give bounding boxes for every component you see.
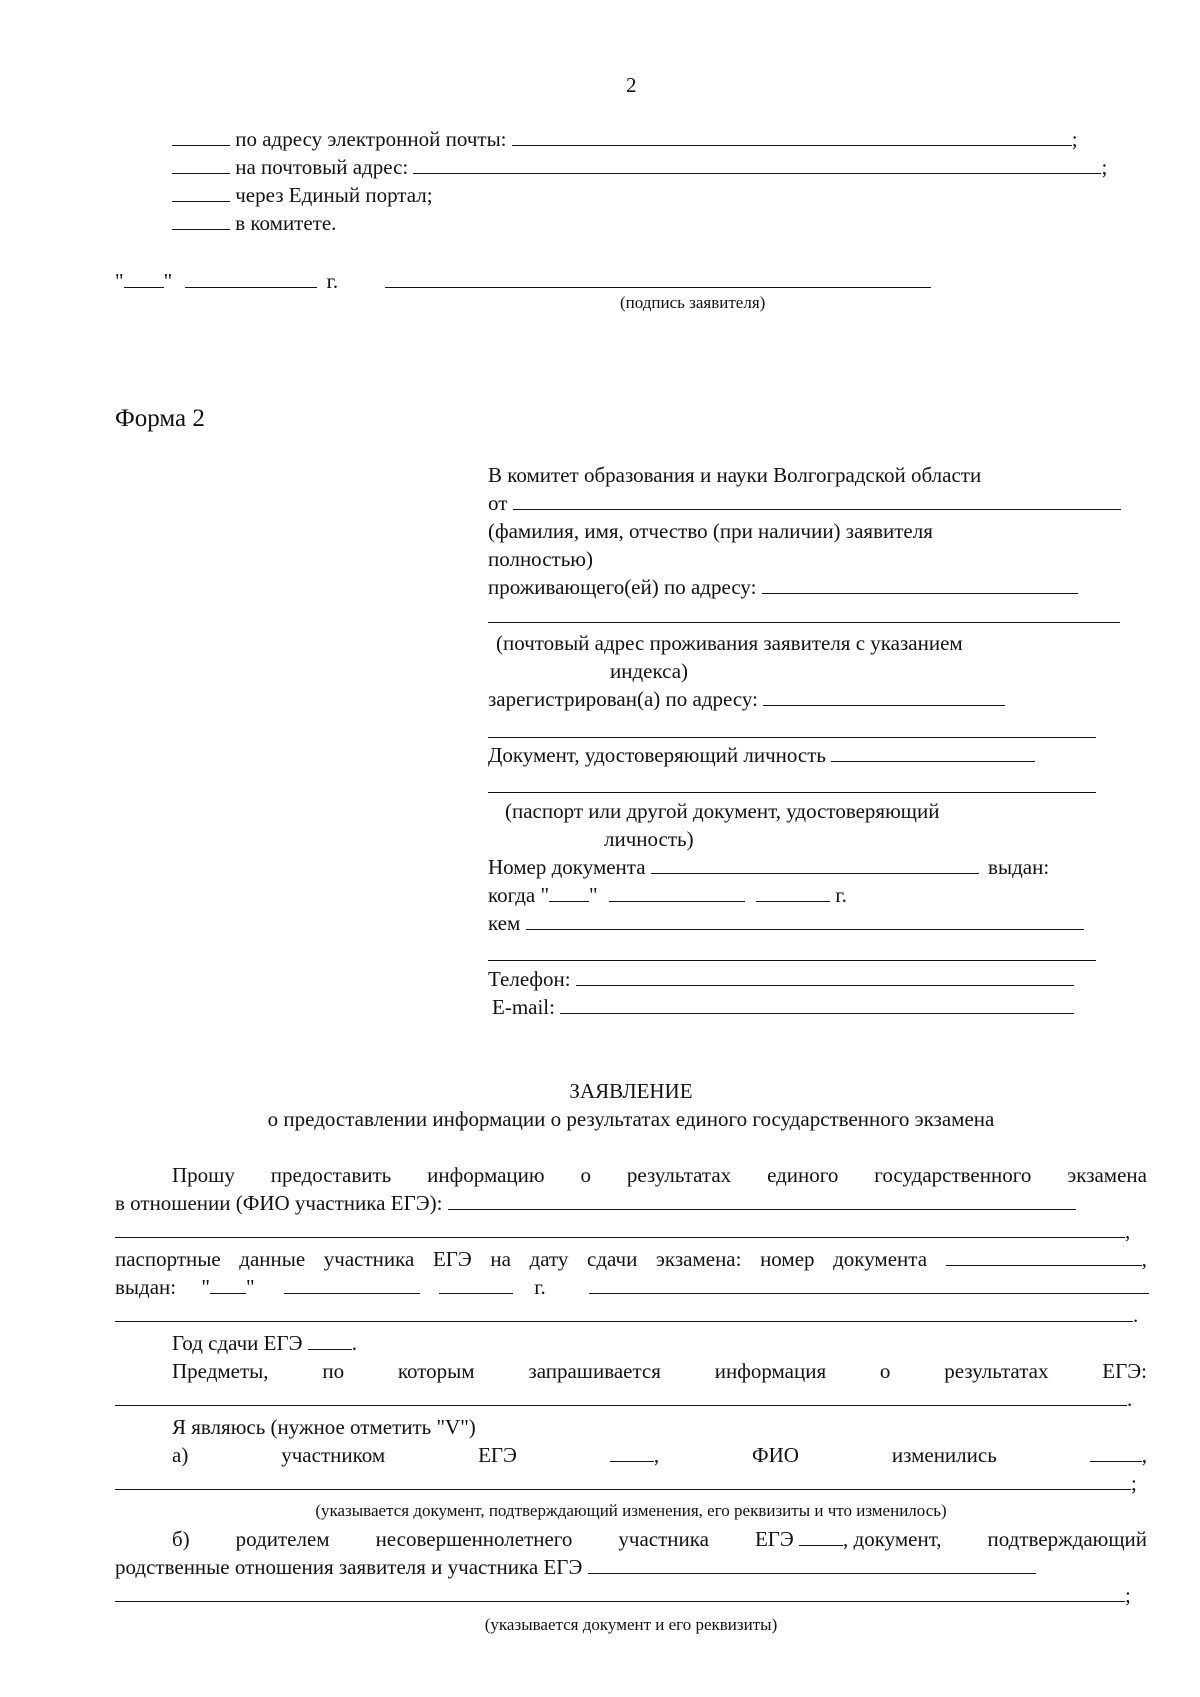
checkbox-blank[interactable] [172, 156, 230, 174]
exam-year-row: Год сдачи ЕГЭ . [172, 1331, 357, 1355]
option-b-line: б) родителем несовершеннолетнего участника ЕГЭ , документ, подтверждающий [172, 1527, 1147, 1551]
passport-caption: (паспорт или другой документ, удостоверяющий [505, 799, 940, 823]
form-title: Форма 2 [115, 405, 205, 432]
addressee-from-row: от [488, 490, 1121, 516]
relation-document-field-line2[interactable] [115, 1584, 1125, 1602]
doc-number-field[interactable] [651, 856, 979, 874]
option-a-line: а) участником ЕГЭ , ФИО изменились , [172, 1443, 1147, 1467]
participant-doc-number-field[interactable] [946, 1248, 1142, 1266]
addressee-to: В комитет образования и науки Волгоградской области [488, 463, 982, 487]
phone-field[interactable] [576, 968, 1074, 986]
participant-fio-field-line2[interactable] [115, 1220, 1125, 1238]
notify-method-committee [172, 210, 336, 236]
relation-document-field[interactable] [588, 1556, 1036, 1574]
changes-caption: (указывается документ, подтверждающий изменения, его реквизиты и что изменилось) [315, 1501, 947, 1520]
participant-fio-field[interactable] [448, 1192, 1076, 1210]
from-field[interactable] [513, 492, 1121, 510]
doc-number-row: Номер документа выдан: [488, 855, 1050, 879]
notify-method-label: в комитете. [235, 211, 337, 235]
id-document-field-line2[interactable] [488, 792, 1096, 793]
fio-caption-cont: полностью) [488, 547, 593, 571]
participant-issued-month-field[interactable] [284, 1276, 420, 1294]
issued-by-field-line2[interactable] [488, 960, 1096, 961]
issued-year-field[interactable] [756, 884, 830, 902]
participant-issued-line2: . [115, 1302, 1138, 1328]
registered-address-field[interactable] [763, 688, 1005, 706]
notify-method-postal: на почтовый адрес: ; [172, 154, 1107, 180]
date-month-field[interactable] [185, 270, 317, 288]
regarding-row: в отношении (ФИО участника ЕГЭ): [115, 1190, 1076, 1216]
participant-issued-by-field[interactable] [589, 1276, 1149, 1294]
subjects-line: Предметы, по которым запрашивается информация о результатах ЕГЭ: [172, 1359, 1147, 1383]
notify-method-portal [172, 182, 433, 208]
statement-title: ЗАЯВЛЕНИЕ [569, 1079, 693, 1103]
id-document-field[interactable] [831, 744, 1035, 762]
notify-method-email: по адресу электронной почты: ; [172, 126, 1078, 152]
request-line: Прошу предоставить информацию о результатах единого государственного экзамена [172, 1163, 1147, 1187]
option-a-line2: ; [115, 1470, 1137, 1496]
checkbox-blank[interactable] [172, 212, 230, 230]
postal-caption: (почтовый адрес проживания заявителя с указанием [496, 631, 963, 655]
id-document-row: Документ, удостоверяющий личность [488, 742, 1035, 768]
fio-changed-mark-field[interactable] [1090, 1444, 1142, 1462]
participant-fio-line2: , [115, 1218, 1130, 1244]
passport-line: паспортные данные участника ЕГЭ на дату сдачи экзамена: номер документа , [115, 1247, 1147, 1271]
email-row: E-mail: [492, 994, 1074, 1020]
email-field[interactable] [512, 128, 1072, 146]
relation-row: родственные отношения заявителя и участника ЕГЭ [115, 1554, 1036, 1580]
doc-caption: (указывается документ и его реквизиты) [484, 1615, 778, 1634]
change-document-field[interactable] [115, 1472, 1131, 1490]
subjects-line2: . [115, 1386, 1132, 1412]
issued-by-field[interactable] [526, 912, 1084, 930]
page-number: 2 [626, 73, 637, 97]
subjects-field[interactable] [115, 1388, 1127, 1406]
registered-row: зарегистрирован(а) по адресу: [488, 686, 1005, 712]
checkbox-blank[interactable] [172, 184, 230, 202]
participant-issued-by-field-line2[interactable] [115, 1304, 1133, 1322]
notify-method-label: по адресу электронной почты: [235, 127, 507, 151]
registered-address-field-line2[interactable] [488, 737, 1096, 738]
email-field[interactable] [560, 996, 1074, 1014]
issued-by-row: кем [488, 910, 1084, 936]
exam-year-field[interactable] [308, 1332, 352, 1350]
postal-caption-cont: индекса) [610, 659, 689, 683]
date-day-field[interactable] [124, 270, 164, 288]
date-line: " " г. [115, 269, 339, 293]
relation-line2: ; [115, 1582, 1131, 1608]
phone-row: Телефон: [488, 966, 1074, 992]
participant-issued-day-field[interactable] [210, 1276, 246, 1294]
issued-day-field[interactable] [549, 884, 589, 902]
statement-subtitle: о предоставлении информации о результатах единого государственного экзамена [267, 1107, 995, 1131]
signature-caption: (подпись заявителя) [620, 293, 766, 312]
residing-address-field-line2[interactable] [488, 622, 1120, 623]
option-b-mark-field[interactable] [799, 1528, 843, 1546]
residing-address-field[interactable] [762, 576, 1078, 594]
fio-caption: (фамилия, имя, отчество (при наличии) заявителя [488, 519, 933, 543]
issued-month-field[interactable] [609, 884, 745, 902]
notify-method-label: на почтовый адрес: [235, 155, 409, 179]
residing-row: проживающего(ей) по адресу: [488, 574, 1078, 600]
checkbox-blank[interactable] [172, 128, 230, 146]
participant-issued-row: выдан: " " г. [115, 1274, 1149, 1300]
issued-when-row: когда " " г. [488, 883, 847, 907]
i-am-label: Я являюсь (нужное отметить "V") [172, 1415, 476, 1439]
participant-issued-year-field[interactable] [439, 1276, 513, 1294]
option-a-mark-field[interactable] [610, 1444, 654, 1462]
postal-address-field[interactable] [413, 156, 1101, 174]
passport-caption-cont: личность) [604, 827, 694, 851]
signature-line[interactable] [385, 287, 931, 288]
notify-method-label: через Единый портал; [235, 183, 433, 207]
